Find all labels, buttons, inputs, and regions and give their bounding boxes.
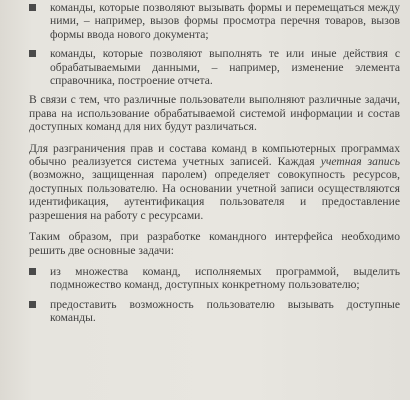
bullet-text: команды, которые позволяют выполнять те или иные действия с обрабатываемыми данными, – например, изменение элемента справочника, построение отчета. xyxy=(50,47,400,88)
square-bullet-icon xyxy=(29,4,36,11)
paragraph-user-rights: В связи с тем, что различные пользователи выполняют различные задачи, права на использование обрабатываемой системой информации и состав доступных команд для них будут различаться. xyxy=(29,93,400,134)
square-bullet-icon xyxy=(29,301,36,308)
square-bullet-icon xyxy=(29,268,36,275)
top-bullet-list xyxy=(29,0,400,87)
list-item xyxy=(29,47,400,87)
paragraph-tasks-intro: Таким образом, при разработке командного интерфейса необходимо решить две основные задачи: xyxy=(29,230,400,257)
paragraph-accounts xyxy=(29,142,400,222)
list-item xyxy=(29,298,400,325)
bullet-text: предоставить возможность пользователю вызывать доступные команды. xyxy=(50,297,400,325)
italic-term: учетная запись xyxy=(320,155,400,169)
list-item xyxy=(29,265,400,292)
bullet-text: команды, которые позволяют вызывать формы и перемещаться между ними, – например, вызов формы просмотра перечня товаров, вызов формы ввода нового документа; xyxy=(50,1,400,41)
list-item xyxy=(29,1,400,41)
bullet-text: из множества команд, исполняемых программой, выделить подмножество команд, доступных конкретному пользователю; xyxy=(50,264,400,292)
square-bullet-icon xyxy=(29,50,36,57)
bottom-bullet-list xyxy=(29,265,400,325)
paragraph-text-start: Для разграничения прав и состава команд в компьютерных программах обычно реализуется система учетных записей. Каждая xyxy=(29,141,400,169)
paragraph-text-end: (возможно, защищенная паролем) определяет совокупность ресурсов, доступных пользователю. На основании учетной записи осуществляются идентификация, аутентификация пользователя и предоставление разрешения на работу с ресурсами. xyxy=(29,168,400,222)
